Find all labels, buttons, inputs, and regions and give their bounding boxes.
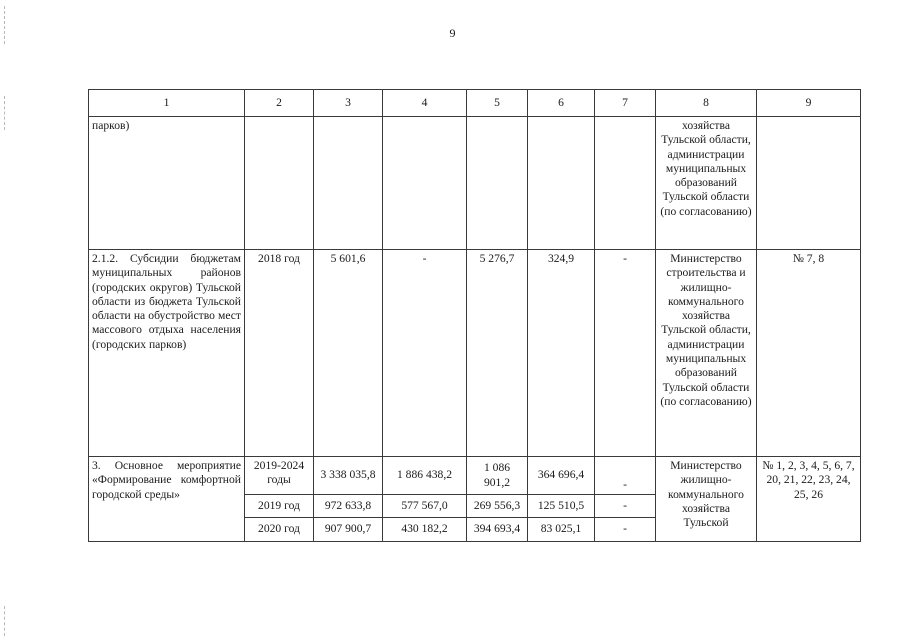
header-cell: 3 — [314, 90, 383, 117]
value-cell-col4: 577 567,0 — [383, 495, 467, 518]
program-measures-table — [88, 89, 861, 542]
header-cell: 6 — [528, 90, 595, 117]
total-cell: 5 601,6 — [314, 250, 383, 457]
executor-cell: Министерство жилищно-коммунального хозяйства Тульской — [656, 457, 757, 542]
value-cell-col6: 364 696,4 — [528, 457, 595, 495]
table-row — [89, 117, 861, 250]
executor-cell: хозяйства Тульской области, администрации муниципальных образований Тульской области (по согласованию) — [656, 117, 757, 250]
indicators-cell: № 7, 8 — [757, 250, 861, 457]
measure-name-cell: 2.1.2. Субсидии бюджетам муниципальных районов (городских округов) Тульской области из бюджета Тульской области на обустройство мест массового отдыха населения (городских парков) — [89, 250, 245, 457]
header-cell: 2 — [245, 90, 314, 117]
indicators-cell — [757, 117, 861, 250]
header-cell: 8 — [656, 90, 757, 117]
header-cell: 7 — [595, 90, 656, 117]
table-header-row — [89, 90, 861, 117]
value-cell-col5: 1 086 901,2 — [467, 457, 528, 495]
total-cell: 907 900,7 — [314, 518, 383, 542]
period-cell: 2019-2024 годы — [245, 457, 314, 495]
header-cell: 4 — [383, 90, 467, 117]
value-cell-col5: 5 276,7 — [467, 250, 528, 457]
period-cell: 2018 год — [245, 250, 314, 457]
value-cell-col4: 430 182,2 — [383, 518, 467, 542]
value-cell-col5 — [467, 117, 528, 250]
period-cell: 2020 год — [245, 518, 314, 542]
executor-cell: Министерство строительства и жилищно-коммунального хозяйства Тульской области, администрации муниципальных образований Тульской области (по согласованию) — [656, 250, 757, 457]
total-cell: 972 633,8 — [314, 495, 383, 518]
value-cell-col7 — [595, 117, 656, 250]
value-cell-col4: - — [383, 250, 467, 457]
value-cell-col7: - — [595, 518, 656, 542]
total-cell: 3 338 035,8 — [314, 457, 383, 495]
header-cell: 9 — [757, 90, 861, 117]
value-cell-col7: - — [595, 457, 656, 495]
value-cell-col6: 125 510,5 — [528, 495, 595, 518]
binding-margin-mark-middle — [4, 96, 6, 130]
table-row — [89, 457, 861, 495]
value-cell-col6 — [528, 117, 595, 250]
total-cell — [314, 117, 383, 250]
period-cell: 2019 год — [245, 495, 314, 518]
value-cell-col6: 83 025,1 — [528, 518, 595, 542]
table-row — [89, 250, 861, 457]
value-cell-col5: 269 556,3 — [467, 495, 528, 518]
value-cell-col7: - — [595, 250, 656, 457]
page-number: 9 — [449, 26, 456, 40]
indicators-cell: № 1, 2, 3, 4, 5, 6, 7, 20, 21, 22, 23, 24, 25, 26 — [757, 457, 861, 542]
value-cell-col4: 1 886 438,2 — [383, 457, 467, 495]
header-cell: 1 — [89, 90, 245, 117]
header-cell: 5 — [467, 90, 528, 117]
period-cell — [245, 117, 314, 250]
measure-name-cell: 3. Основное мероприятие «Формирование комфортной городской среды» — [89, 457, 245, 542]
value-cell-col7: - — [595, 495, 656, 518]
binding-margin-mark-bottom — [4, 606, 6, 636]
value-cell-col4 — [383, 117, 467, 250]
value-cell-col5: 394 693,4 — [467, 518, 528, 542]
value-cell-col6: 324,9 — [528, 250, 595, 457]
measure-name-cell: парков) — [89, 117, 245, 250]
